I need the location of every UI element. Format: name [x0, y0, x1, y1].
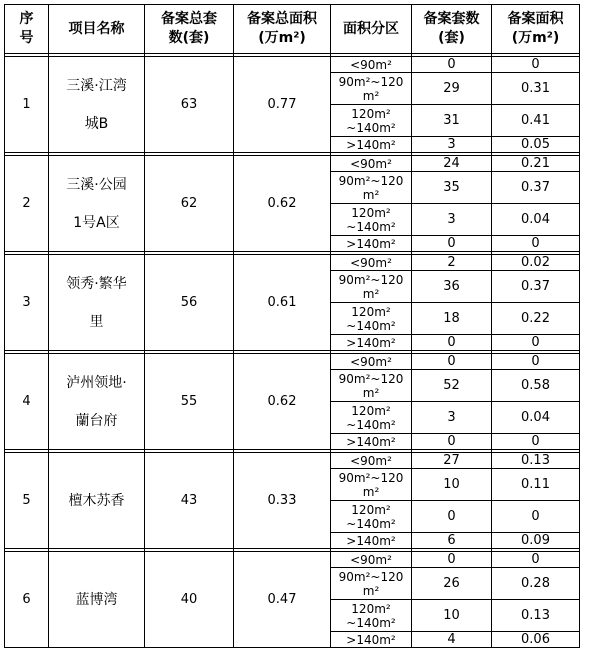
zone-units-cell: 35 — [412, 172, 492, 204]
total-area-cell: 0.62 — [234, 156, 331, 252]
zone-area-cell: 0.13 — [492, 453, 580, 469]
area-zone-cell: 120m² ~140m² — [331, 204, 412, 236]
project-name-cell: 三溪·公园 1号A区 — [49, 156, 145, 252]
zone-units-cell: 3 — [412, 137, 492, 153]
area-zone-cell: 90m²~120 m² — [331, 370, 412, 402]
zone-area-cell: 0 — [492, 354, 580, 370]
zone-area-cell: 0.22 — [492, 303, 580, 335]
area-zone-cell: >140m² — [331, 236, 412, 252]
zone-area-cell: 0.11 — [492, 469, 580, 501]
serial-cell: 3 — [5, 255, 49, 351]
area-zone-cell: >140m² — [331, 434, 412, 450]
header-total-area: 备案总面积 (万m²) — [234, 5, 331, 54]
zone-area-cell: 0.13 — [492, 600, 580, 632]
zone-units-cell: 2 — [412, 255, 492, 271]
area-zone-cell: 90m²~120 m² — [331, 271, 412, 303]
project-name-cell: 蓝博湾 — [49, 552, 145, 648]
area-zone-cell: 90m²~120 m² — [331, 172, 412, 204]
zone-units-cell: 27 — [412, 453, 492, 469]
zone-units-cell: 52 — [412, 370, 492, 402]
total-units-cell: 55 — [145, 354, 234, 450]
serial-cell: 4 — [5, 354, 49, 450]
project-name-cell: 领秀·繁华 里 — [49, 255, 145, 351]
area-zone-cell: 120m² ~140m² — [331, 600, 412, 632]
serial-cell: 1 — [5, 57, 49, 153]
project-name-cell: 泸州领地· 蘭台府 — [49, 354, 145, 450]
zone-area-cell: 0 — [492, 552, 580, 568]
header-project-name: 项目名称 — [49, 5, 145, 54]
table-body — [5, 54, 580, 648]
zone-area-cell: 0.04 — [492, 402, 580, 434]
zone-units-cell: 29 — [412, 73, 492, 105]
total-area-cell: 0.33 — [234, 453, 331, 549]
zone-units-cell: 24 — [412, 156, 492, 172]
area-zone-cell: 90m²~120 m² — [331, 469, 412, 501]
zone-units-cell: 0 — [412, 434, 492, 450]
zone-units-cell: 10 — [412, 600, 492, 632]
zone-units-cell: 10 — [412, 469, 492, 501]
area-zone-cell: 120m² ~140m² — [331, 402, 412, 434]
zone-units-cell: 0 — [412, 552, 492, 568]
zone-area-cell: 0.37 — [492, 271, 580, 303]
area-zone-cell: 120m² ~140m² — [331, 105, 412, 137]
area-zone-cell: <90m² — [331, 255, 412, 271]
header-total-units: 备案总套 数(套) — [145, 5, 234, 54]
zone-area-cell: 0.09 — [492, 533, 580, 549]
zone-area-cell: 0.05 — [492, 137, 580, 153]
zone-area-cell: 0.31 — [492, 73, 580, 105]
table-row — [5, 156, 580, 172]
total-area-cell: 0.61 — [234, 255, 331, 351]
zone-units-cell: 18 — [412, 303, 492, 335]
table-row — [5, 354, 580, 370]
total-units-cell: 56 — [145, 255, 234, 351]
area-zone-cell: 90m²~120 m² — [331, 73, 412, 105]
area-zone-cell: <90m² — [331, 156, 412, 172]
total-units-cell: 43 — [145, 453, 234, 549]
zone-area-cell: 0.06 — [492, 632, 580, 648]
zone-units-cell: 36 — [412, 271, 492, 303]
zone-area-cell: 0.41 — [492, 105, 580, 137]
header-area-zone: 面积分区 — [331, 5, 412, 54]
table-row — [5, 552, 580, 568]
zone-area-cell: 0 — [492, 236, 580, 252]
header-zone-units: 备案套数 (套) — [412, 5, 492, 54]
total-area-cell: 0.77 — [234, 57, 331, 153]
header-zone-area: 备案面积 (万m²) — [492, 5, 580, 54]
zone-area-cell: 0 — [492, 501, 580, 533]
zone-units-cell: 3 — [412, 204, 492, 236]
area-zone-cell: 120m² ~140m² — [331, 303, 412, 335]
area-zone-cell: <90m² — [331, 453, 412, 469]
area-zone-cell: >140m² — [331, 632, 412, 648]
area-zone-cell: 120m² ~140m² — [331, 501, 412, 533]
total-units-cell: 63 — [145, 57, 234, 153]
zone-area-cell: 0.58 — [492, 370, 580, 402]
zone-area-cell: 0.02 — [492, 255, 580, 271]
table-row — [5, 57, 580, 73]
serial-cell: 5 — [5, 453, 49, 549]
area-zone-cell: <90m² — [331, 57, 412, 73]
area-zone-cell: 90m²~120 m² — [331, 568, 412, 600]
total-area-cell: 0.47 — [234, 552, 331, 648]
zone-units-cell: 0 — [412, 57, 492, 73]
zone-units-cell: 31 — [412, 105, 492, 137]
area-zone-cell: <90m² — [331, 354, 412, 370]
zone-area-cell: 0.37 — [492, 172, 580, 204]
zone-area-cell: 0.21 — [492, 156, 580, 172]
zone-area-cell: 0 — [492, 57, 580, 73]
zone-units-cell: 4 — [412, 632, 492, 648]
total-units-cell: 40 — [145, 552, 234, 648]
zone-units-cell: 0 — [412, 501, 492, 533]
filing-table — [4, 4, 580, 648]
project-name-cell: 檀木苏香 — [49, 453, 145, 549]
total-area-cell: 0.62 — [234, 354, 331, 450]
table-row — [5, 453, 580, 469]
area-zone-cell: <90m² — [331, 552, 412, 568]
zone-area-cell: 0.28 — [492, 568, 580, 600]
area-zone-cell: >140m² — [331, 137, 412, 153]
area-zone-cell: >140m² — [331, 533, 412, 549]
header-row — [5, 5, 580, 54]
total-units-cell: 62 — [145, 156, 234, 252]
area-zone-cell: >140m² — [331, 335, 412, 351]
zone-area-cell: 0 — [492, 434, 580, 450]
header-serial: 序 号 — [5, 5, 49, 54]
serial-cell: 6 — [5, 552, 49, 648]
zone-area-cell: 0.04 — [492, 204, 580, 236]
serial-cell: 2 — [5, 156, 49, 252]
table-row — [5, 255, 580, 271]
zone-units-cell: 3 — [412, 402, 492, 434]
zone-units-cell: 0 — [412, 236, 492, 252]
project-name-cell: 三溪·江湾 城B — [49, 57, 145, 153]
zone-area-cell: 0 — [492, 335, 580, 351]
zone-units-cell: 0 — [412, 354, 492, 370]
zone-units-cell: 6 — [412, 533, 492, 549]
zone-units-cell: 26 — [412, 568, 492, 600]
zone-units-cell: 0 — [412, 335, 492, 351]
